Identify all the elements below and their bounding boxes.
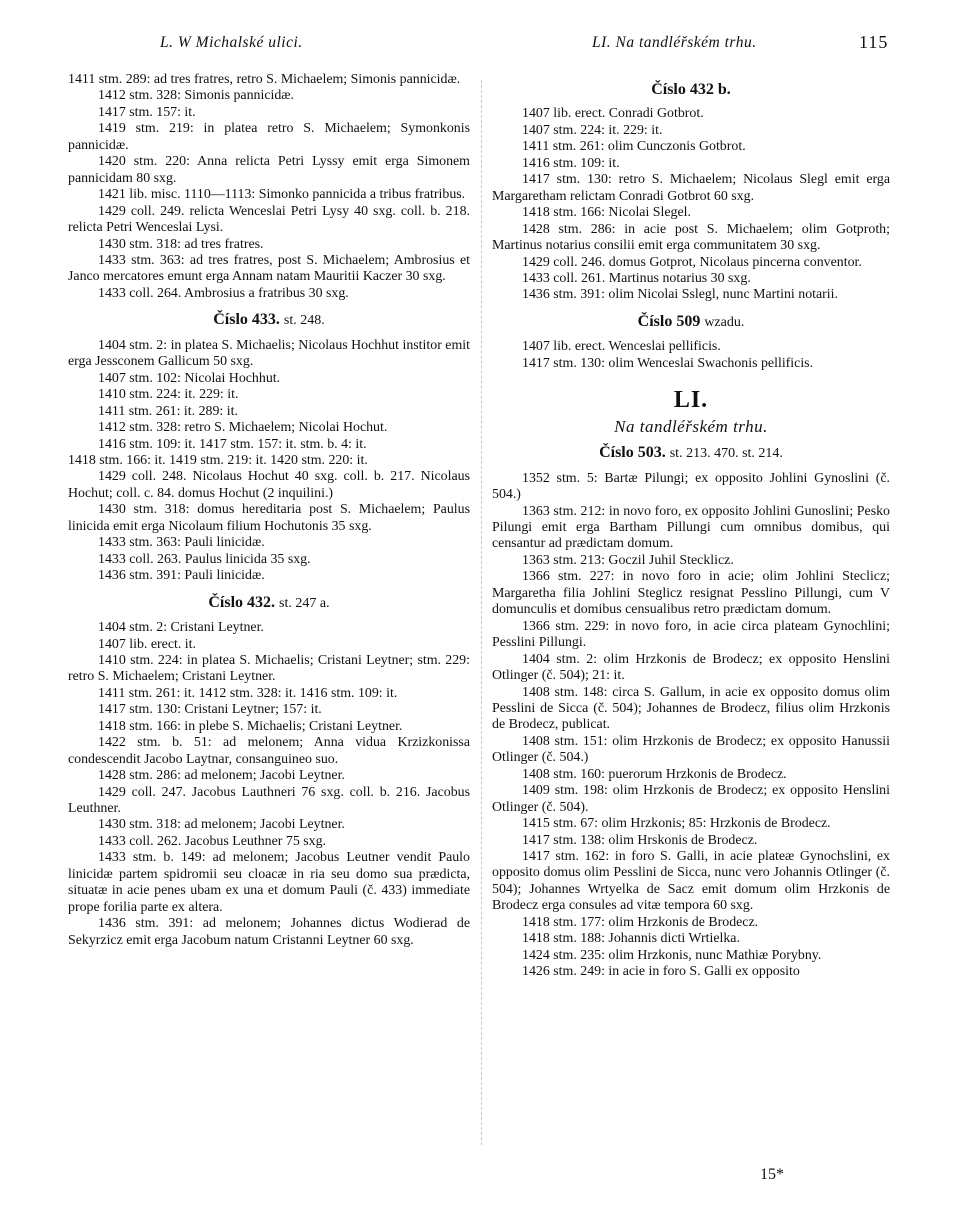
record-entry: 1417 stm. 130: olim Wenceslai Swachonis pellificis.	[522, 355, 814, 371]
section-number: LI.	[673, 387, 709, 414]
record-entry: 1418 stm. 166: in plebe S. Michaelis; Cristani Leytner.	[98, 718, 403, 734]
record-entry: 1433 stm. b. 149: ad melonem; Jacobus Leutner vendit Paulo linicidæ partem spidromii seu cloacæ in ria seu domo sua prædicta, situatæ in acie penes ubam ex una et domum Pauli (č. 433) immediate prope forilia parte ex altera.	[68, 850, 470, 915]
running-header	[0, 34, 960, 58]
record-entry: 1407 lib. erect. it.	[98, 636, 196, 652]
house-number-heading	[492, 445, 890, 462]
house-number-heading	[492, 82, 890, 98]
record-entry: 1408 stm. 151: olim Hrzkonis de Brodecz; ex opposito Hanussii Otlinger (č. 504.)	[492, 733, 890, 766]
record-entry: 1429 coll. 246. domus Gotprot, Nicolaus pincerna conventor.	[522, 254, 862, 270]
heading-old-number: st. 213. 470. st. 214.	[669, 446, 783, 462]
record-entry: 1430 stm. 318: ad melonem; Jacobi Leytner.	[98, 817, 345, 833]
record-entry: 1407 lib. erect. Wenceslai pellificis.	[522, 339, 721, 355]
record-entry: 1424 stm. 235: olim Hrzkonis, nunc Mathiæ Porybny.	[522, 947, 822, 963]
record-entry: 1418 stm. 188: Johannis dicti Wrtielka.	[522, 931, 740, 947]
left-column	[68, 72, 470, 949]
record-entry: 1404 stm. 2: olim Hrzkonis de Brodecz; ex opposito Henslini Otlinger (č. 504); 21: it.	[492, 651, 890, 684]
record-entry: 1418 stm. 166: it. 1419 stm. 219: it. 1420 stm. 220: it.	[68, 452, 368, 468]
header-right-title: LI. Na tandléřském trhu.	[592, 34, 757, 51]
record-entry: 1433 coll. 264. Ambrosius a fratribus 30 sxg.	[98, 285, 349, 301]
house-number-heading	[68, 312, 470, 329]
record-entry: 1407 lib. erect. Conradi Gotbrot.	[522, 106, 704, 122]
record-entry: 1411 stm. 261: it. 1412 stm. 328: it. 1416 stm. 109: it.	[98, 685, 398, 701]
heading-label: Číslo 432 b.	[651, 81, 731, 98]
record-entry: 1415 stm. 67: olim Hrzkonis; 85: Hrzkonis de Brodecz.	[522, 816, 831, 832]
record-entry: 1419 stm. 219: in platea retro S. Michaelem; Symonkonis pannicidæ.	[68, 121, 470, 153]
record-entry: 1430 stm. 318: domus hereditaria post S. Michaelem; Paulus linicida emit erga Nicolaum filium Hochutonis 35 sxg.	[68, 502, 470, 534]
record-entry: 1407 stm. 102: Nicolai Hochhut.	[98, 370, 281, 386]
heading-old-number: st. 248.	[283, 313, 325, 329]
record-entry: 1433 stm. 363: Pauli linicidæ.	[98, 535, 265, 551]
record-entry: 1417 stm. 130: Cristani Leytner; 157: it.	[98, 702, 322, 718]
header-left-title: L. W Michalské ulici.	[160, 34, 303, 51]
record-entry: 1429 coll. 247. Jacobus Lauthneri 76 sxg. coll. b. 216. Jacobus Leuthner.	[68, 784, 470, 817]
record-entry: 1421 lib. misc. 1110—1113: Simonko pannicida a tribus fratribus.	[98, 187, 466, 203]
record-entry: 1409 stm. 198: olim Hrzkonis de Brodecz; ex opposito Henslini Otlinger (č. 504).	[492, 783, 890, 815]
record-entry: 1426 stm. 249: in acie in foro S. Galli ex opposito	[522, 964, 800, 980]
record-entry: 1404 stm. 2: in platea S. Michaelis; Nicolaus Hochhut institor emit erga Jessconem Gallicum 50 sxg.	[68, 337, 470, 370]
column-divider	[481, 80, 482, 1145]
record-entry: 1416 stm. 109: it. 1417 stm. 157: it. stm. b. 4: it.	[98, 436, 367, 452]
record-entry: 1408 stm. 160: puerorum Hrzkonis de Brodecz.	[522, 766, 787, 782]
record-entry: 1433 coll. 262. Jacobus Leuthner 75 sxg.	[98, 833, 327, 849]
record-entry: 1363 stm. 212: in novo foro, ex opposito Johlini Gunoslini; Pesko Pilungi emit erga Bartham Pillungi cum omnibus domibus, qui censantur ad prædictam domum.	[492, 503, 890, 552]
record-entry: 1363 stm. 213: Goczil Juhil Stecklicz.	[522, 552, 734, 568]
record-entry: 1428 stm. 286: ad melonem; Jacobi Leytner.	[98, 768, 345, 784]
house-number-heading	[68, 595, 470, 612]
record-entry: 1436 stm. 391: olim Nicolai Sslegl, nunc Martini notarii.	[522, 287, 838, 303]
heading-label: Číslo 432.	[208, 593, 276, 611]
record-entry: 1429 coll. 249. relicta Wenceslai Petri Lysy 40 sxg. coll. b. 218. relicta Petri Wenceslai Lysi.	[68, 203, 470, 236]
record-entry: 1411 stm. 289: ad tres fratres, retro S. Michaelem; Simonis pannicidæ.	[68, 72, 461, 87]
record-entry: 1430 stm. 318: ad tres fratres.	[98, 236, 264, 252]
record-entry: 1436 stm. 391: ad melonem; Johannes dictus Wodierad de Sekyrzicz emit erga Jacobum natum Cristanni Leytner 60 sxg.	[68, 916, 470, 948]
heading-label: Číslo 509	[637, 312, 701, 330]
record-entry: 1422 stm. b. 51: ad melonem; Anna vidua Krzizkonissa condescendit Jacobo Laytnar, consanguineo suo.	[68, 735, 470, 767]
record-entry: 1411 stm. 261: it. 289: it.	[98, 403, 238, 419]
record-entry: 1429 coll. 248. Nicolaus Hochut 40 sxg. coll. b. 217. Nicolaus Hochut; coll. c. 84. domus Hochut (2 inquilini.)	[68, 469, 470, 501]
heading-label: Číslo 433.	[213, 311, 280, 329]
record-entry: 1410 stm. 224: it. 229: it.	[98, 387, 239, 403]
record-entry: 1407 stm. 224: it. 229: it.	[522, 122, 663, 138]
record-entry: 1352 stm. 5: Bartæ Pilungi; ex opposito Johlini Gynoslini (č. 504.)	[492, 470, 890, 503]
record-entry: 1417 stm. 130: retro S. Michaelem; Nicolaus Slegl emit erga Margaretham relictam Conradi Gotbrot 60 sxg.	[492, 172, 890, 204]
record-entry: 1417 stm. 162: in foro S. Galli, in acie plateæ Gynochslini, ex opposito domus olim Pesslini de Sicca, nunc vero Johannis Otlinger (č. 504); Johannes Wrtyelka de Sacz emit domum olim Hrzkonis de Brodecz erga consules ad vitæ tempora 60 sxg.	[492, 849, 890, 914]
record-entry: 1417 stm. 138: olim Hrskonis de Brodecz.	[522, 832, 758, 848]
record-entry: 1416 stm. 109: it.	[522, 155, 620, 171]
record-entry: 1408 stm. 148: circa S. Gallum, in acie ex opposito domus olim Pesslini de Sicca (č. 504); Johannes de Brodecz, filius olim Hrzkonis de Brodecz, publicat.	[492, 684, 890, 733]
record-entry: 1410 stm. 224: in platea S. Michaelis; Cristani Leytner; stm. 229: retro S. Michaelem; Cristani Leytner.	[68, 652, 470, 685]
record-entry: 1433 coll. 261. Martinus notarius 30 sxg.	[522, 270, 751, 286]
heading-label: Číslo 503.	[599, 444, 666, 462]
record-entry: 1433 coll. 263. Paulus linicida 35 sxg.	[98, 551, 311, 567]
record-entry: 1420 stm. 220: Anna relicta Petri Lyssy emit erga Simonem pannicidam 80 sxg.	[68, 154, 470, 186]
section-title: Na tandléřském trhu.	[614, 416, 768, 436]
record-entry: 1436 stm. 391: Pauli linicidæ.	[98, 568, 265, 584]
page-number: 115	[859, 32, 889, 52]
record-entry: 1412 stm. 328: retro S. Michaelem; Nicolai Hochut.	[98, 420, 388, 436]
record-entry: 1366 stm. 227: in novo foro in acie; olim Johlini Steclicz; Margaretha filia Johlini Steglicz resignat Pesslino Pillungi, cum V domunculis et domibus censualibus retro prædictam domum.	[492, 569, 890, 618]
record-entry: 1418 stm. 177: olim Hrzkonis de Brodecz.	[522, 914, 759, 930]
record-entry: 1417 stm. 157: it.	[98, 104, 196, 120]
right-column	[492, 72, 890, 981]
signature-mark: 15*	[760, 1166, 784, 1183]
heading-old-number: st. 247 a.	[279, 595, 330, 611]
record-entry: 1404 stm. 2: Cristani Leytner.	[98, 620, 264, 636]
house-number-heading	[492, 314, 890, 331]
record-entry: 1411 stm. 261: olim Cunczonis Gotbrot.	[522, 139, 746, 155]
record-entry: 1366 stm. 229: in novo foro, in acie circa plateam Gynochlini; Pesslini Pillungi.	[492, 618, 890, 651]
heading-old-number: wzadu.	[704, 314, 745, 330]
record-entry: 1433 stm. 363: ad tres fratres, post S. Michaelem; Ambrosius et Janco mercatores emunt erga Annam natam Mauritii Kaczer 30 sxg.	[68, 252, 470, 285]
record-entry: 1412 stm. 328: Simonis pannicidæ.	[98, 88, 295, 104]
record-entry: 1418 stm. 166: Nicolai Slegel.	[522, 205, 691, 221]
record-entry: 1428 stm. 286: in acie post S. Michaelem; olim Gotproth; Martinus notarius consilii emit erga communitatem 30 sxg.	[492, 221, 890, 254]
